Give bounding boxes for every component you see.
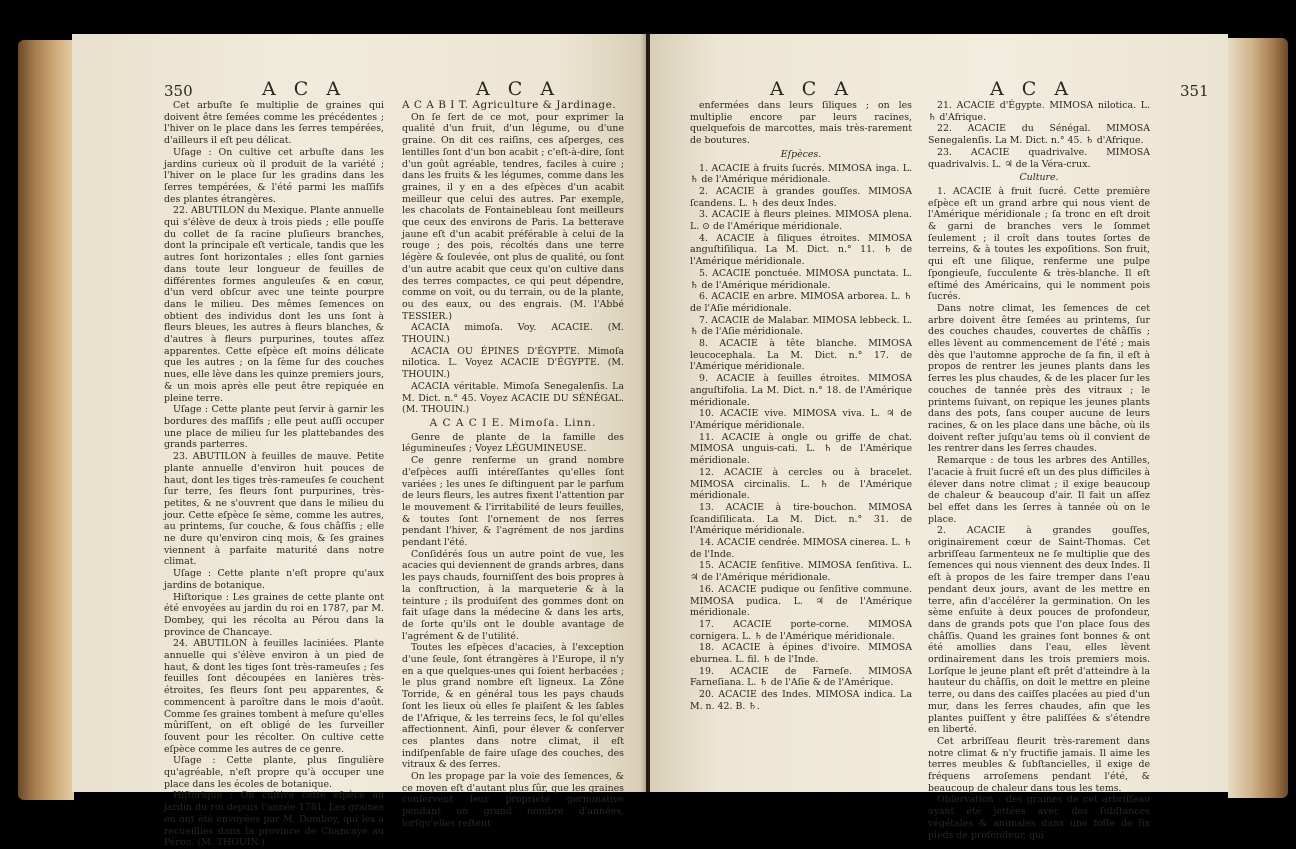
species-entry: 13. ACACIE à tire-bouchon. MIMOSA ſcandiſilicata. La M. Dict. n.° 31. de l'Amérique méridionale. — [690, 501, 912, 537]
paragraph: ACACIA mimoſa. Voy. ACACIE. (M. THOUIN.) — [402, 322, 624, 346]
column-2 — [402, 100, 624, 830]
section-heading: Eſpèces. — [780, 148, 822, 160]
species-entry: 12. ACACIE à cercles ou à bracelet. MIMOSA circinalis. L. ♄ de l'Amérique méridionale. — [690, 466, 912, 502]
paragraph: On les propage par la voie des ſemences, & ce moyen eſt d'autant plus ſûr, que les graines conſervent leur propriété germinative pendant un grand nombre d'années, lorſqu'elles reſtent — [402, 771, 624, 829]
left-page — [72, 34, 646, 849]
column-1 — [164, 100, 384, 849]
paragraph: Uſage : Cette plante, plus ſingulière qu'agréable, n'eſt propre qu'à occuper une place dans les écoles de botanique. — [164, 755, 384, 790]
species-entry: 16. ACACIE pudique ou ſenſitive commune. MIMOSA pudica. L. ♃ de l'Amérique méridionale. — [690, 583, 912, 619]
paragraph: 22. ABUTILON du Mexique. Plante annuelle qui s'élève de deux à trois pieds ; elle pouſſe du collet de ſa racine pluſieurs branches, dont la principale eſt verticale, tandis que les autres ſont horizontales ; elles ſont garnies dans toute leur longueur de feuilles de différentes formes anguleuſes & en cœur, d'un verd obſcur avec une teinte pourpre dans le milieu. Des mêmes ſemences on obtient des individus dont les uns ſont à fleurs bleues, les autres à fleurs blanches, & d'autres à fleurs purpurines, toutes aſſez apparentes. Cette eſpèce eſt moins délicate que les autres ; on la ſème ſur des couches nues, elle lève dans les quinze premiers jours, & un mois après elle peut être repiquée en pleine terre. — [164, 205, 384, 404]
paragraph: Hiſtorique : On cultive cette eſpèce au jardin du roi depuis l'année 1781. Les graines en ont été envoyées par M. Dombey, qui les a recueillies dans la province de Chancaye au Pérou. (M. THOUIN.) — [164, 790, 384, 849]
species-entry: 9. ACACIE à ſeuilles étroites. MIMOSA anguſtifolia. La M. Dict. n.° 18. de l'Amérique méridionale. — [690, 373, 912, 408]
species-entry: 22. ACACIE du Sénégal. MIMOSA Senegalenſis. La M. Dict. n.° 45. ♄ d'Afrique. — [928, 123, 1150, 147]
species-entry: 19. ACACIE de Farneſe. MIMOSA Farneſiana. L. ♄ de l'Aſie & de l'Amérique. — [690, 665, 912, 689]
species-entry: 2. ACACIE à grandes gouſſes. MIMOSA ſcandens. L. ♄ des deux Indes. — [690, 185, 912, 209]
species-entry: 18. ACACIE à épines d'ivoire. MIMOSA eburnea. L. fil. ♄ de l'Inde. — [690, 642, 912, 666]
entry-heading: A C A C I E. Mimoſa. Linn. — [429, 416, 597, 429]
column-3 — [690, 100, 912, 713]
paragraph: On ſe ſert de ce mot, pour exprimer la qualité d'un fruit, d'un légume, ou d'une graine. On dit ces raiſins, ces aſperges, ces lentilles ſont d'un bon acabit ; c'eſt-à-dire, ſont d'un goût agréable, tendres, faciles à cuire ; dans les fruits & les légumes, comme dans les graines, il y en a des eſpèces d'un acabit meilleur que celui des autres. Par exemple, les chacolats de Fontainebleau ſont meilleurs que ceux des environs de Paris. La betterave jaune eſt d'un acabit préférable à celui de la rouge ; des pois, récoltés dans une terre légère & ſoulevée, ont plus de qualité, ou ſont d'un autre acabit que ceux qu'on cultive dans des terres compactes, ce qui peut dépendre, comme on voit, ou du terrain, ou de la plante, ou des eaux, ou des engrais. (M. l'Abbé TESSIER.) — [402, 111, 624, 322]
page-number: 350 — [164, 82, 193, 100]
running-head: A C A — [476, 78, 561, 100]
paragraph: 1. ACACIE à fruit ſucré. Cette première eſpèce eſt un grand arbre qui nous vient de l'Amérique méridionale ; ſa tronc en eſt droit & garni de branches vers le ſommet ſeulement ; il croît dans toutes ſortes de terreins, & à toutes les expoſitions. Son fruit, qui eſt une ſilique, renferme une pulpe ſpongieuſe, ſucculente & très-blanche. Il eſt eſtimé des Américains, qui le nomment pois ſucrés. — [928, 185, 1150, 303]
paragraph: Genre de plante de la famille des légumineuſes ; Voyez LÉGUMINEUSE. — [402, 431, 624, 455]
species-entry: 1. ACACIE à fruits ſucrés. MIMOSA inga. L. ♄ de l'Amérique méridionale. — [690, 162, 912, 186]
running-head: A C A — [990, 78, 1075, 100]
paragraph: ACACIA OU ÉPINES D'ÉGYPTE. Mimoſa nilotica. L. Voyez ACACIE D'ÉGYPTE. (M. THOUIN.) — [402, 345, 624, 381]
paragraph: Uſage : Cette plante peut ſervir à garnir les bordures des maſſifs ; elle peut auſſi occuper une place de milieu ſur les plattebandes des grands parterres. — [164, 404, 384, 451]
paragraph: Cet arbriſſeau fleurit très-rarement dans notre climat & n'y fructifie jamais. Il aime les terres meubles & ſubſtancielles, il exige de fréquens arroſemens pendant l'été, & beaucoup de chaleur dans tous les tems. — [928, 735, 1150, 794]
paragraph: 23. ABUTILON à feuilles de mauve. Petite plante annuelle d'environ huit pouces de haut, dont les tiges très-rameuſes ſe couchent ſur terre, ſes fleurs ſont purpurines, très-petites, & ne s'ouvrent que dans le milieu du jour. Cette eſpèce ſe sème, comme les autres, au printems, ſur couche, & ſous châſſis ; elle ne dure qu'environ cinq mois, & ſes graines viennent à parfaite maturité dans notre climat. — [164, 451, 384, 568]
species-entry: 23. ACACIE quadrivalve. MIMOSA quadrivalvis. L. ♃ de la Véra-crux. — [928, 146, 1150, 170]
left-page-edges — [18, 40, 74, 800]
paragraph: Ce genre renferme un grand nombre d'eſpèces auſſi intéreſſantes qu'elles ſont variées ; les unes ſe diſtinguent par le parfum de leurs fleurs, les autres fixent l'attention par le mouvement & l'irritabilité de leurs feuilles, & toutes ſont l'ornement de nos ſerres pendant l'hiver, & l'agrément de nos jardins pendant l'été. — [402, 455, 624, 549]
paragraph: Conſidérés ſous un autre point de vue, les acacies qui deviennent de grands arbres, dans les pays chauds, fourniſſent des bois propres à la conſtruction, à la marqueterie & à la teinture ; ils produiſent des gommes dont on fait uſage dans la médecine & dans les arts, de ſorte qu'ils ont le double avantage de l'agrément & de l'utilité. — [402, 548, 624, 642]
paragraph: Remarque : de tous les arbres des Antilles, l'acacie à fruit ſucré eſt un des plus difficiles à élever dans notre climat ; il exige beaucoup de chaleur & beaucoup d'air. Il fait un aſſez bel effet dans les ſerres à tannée où on le place. — [928, 455, 1150, 525]
paragraph: Toutes les eſpèces d'acacies, à l'exception d'une ſeule, ſont étrangères à l'Europe, il n'y en a que quelques-unes qui ſoient herbacées ; le plus grand nombre eſt ligneux. La Zône Torride, & en général tous les pays chauds ſont les lieux où elles ſe plaiſent & les ſables de l'Afrique, & les terreins ſecs, le ſol qu'elles affectionnent. Ainſi, pour élever & conſerver ces plantes dans notre climat, il eſt indiſpenſable de faire uſage des couches, des vitraux & des ſerres. — [402, 642, 624, 771]
right-page — [650, 34, 1228, 841]
species-entry: 20. ACACIE des Indes. MIMOSA indica. La M. n. 42. B. ♄. — [690, 689, 912, 712]
species-entry: 17. ACACIE porte-corne. MIMOSA cornigera. L. ♄ de l'Amérique méridionale. — [690, 618, 912, 642]
paragraph: ACACIA véritable. Mimoſa Senegalenſis. La M. Dict. n.° 45. Voyez ACACIE DU SÉNÉGAL. (M. THOUIN.) — [402, 380, 624, 416]
column-4 — [928, 100, 1150, 841]
paragraph: enfermées dans leurs ſiliques ; on les multiplie encore par leurs racines, quelquefois de marcottes, mais très-rarement de boutures. — [690, 100, 912, 147]
species-entry: 8. ACACIE à tête blanche. MIMOSA leucocephala. La M. Dict. n.° 17. de l'Amérique méridionale. — [690, 338, 912, 373]
paragraph: Obſervation : des graines de cet arbriſſeau ayant été jettées avec des ſubſtances végétales & animales dans une foſſe de ſix pieds de profondeur, qui — [928, 794, 1150, 841]
running-head: A C A — [770, 78, 855, 100]
right-page-edges — [1228, 38, 1288, 798]
species-entry: 3. ACACIE à fleurs pleines. MIMOSA plena. L. ⊙ de l'Amérique méridionale. — [690, 209, 912, 233]
species-entry: 10. ACACIE vive. MIMOSA viva. L. ♃ de l'Amérique méridionale. — [690, 408, 912, 431]
entry-title: A C A B I T. Agriculture & Jardinage. — [402, 99, 617, 111]
paragraph: Uſage : On cultive cet arbuſte dans les jardins curieux où il produit de la variété ; l'hiver on le place ſur les gradins dans les ſerres tempérées, & l'été parmi les maſſifs des plantes étrangères. — [164, 146, 384, 205]
species-entry: 4. ACACIE à ſiliques étroites. MIMOSA anguſtiſiliqua. La M. Dict. n.° 11. ♄ de l'Amérique méridionale. — [690, 232, 912, 268]
page-number: 351 — [1180, 82, 1209, 100]
species-entry: 11. ACACIE à ongle ou griffe de chat. MIMOSA unguis-cati. L. ♄ de l'Amérique méridionale. — [690, 431, 912, 467]
paragraph: Cet arbuſte ſe multiplie de graines qui doivent être ſemées comme les précédentes ; l'hiver on le place dans les ſerres tempérées, d'ailleurs il eſt peu délicat. — [164, 100, 384, 147]
species-entry: 21. ACACIE d'Égypte. MIMOSA nilotica. L. ♄ d'Afrique. — [928, 100, 1150, 123]
paragraph: Dans notre climat, les ſemences de cet arbre doivent être ſemées au printems, ſur des couches chaudes, couvertes de châſſis ; elles lèvent au commencement de l'été ; mais dès que l'automne approche de ſa fin, il eſt à propos de rentrer les jeunes plants dans les ſerres les plus chaudes, & de les placer ſur les couches de tannée près des vitraux ; le printems ſuivant, on repique les jeunes plants dans des pots, ſans couper aucune de leurs racines, & on les place dans une bâche, où ils doivent reſter juſqu'au tems où il convient de les rentrer dans les ſerres chaudes. — [928, 302, 1150, 455]
species-entry: 7. ACACIE de Malabar. MIMOSA lebbeck. L. ♄ de l'Aſie méridionale. — [690, 314, 912, 338]
running-head: A C A — [262, 78, 347, 100]
paragraph: 2. ACACIE à grandes gouſſes, originairement cœur de Saint-Thomas. Cet arbriſſeau ſarmenteux ne ſe multiplie que des ſemences qui nous viennent des deux Indes. Il eſt à propos de les faire tremper dans l'eau pendant deux jours, avant de les mettre en terre, afin d'accélérer la germination. On les sème enſuite à deux pouces de profondeur, dans de grands pots que l'on place ſous des châſſis. Quand les graines ſont bonnes & ont été amollies dans l'eau, elles lèvent ordinairement dans les trois premiers mois. Lorſque le jeune plant eſt prêt d'atteindre à la hauteur du châſſis, on doit le mettre en pleine terre, ou dans des caiſſes placées au pied d'un mur, dans les ſerres chaudes, afin que les plantes puiſſent y être paliſſées & s'étendre en liberté. — [928, 525, 1150, 736]
species-entry: 6. ACACIE en arbre. MIMOSA arborea. L. ♄ de l'Aſie méridionale. — [690, 291, 912, 314]
section-heading: Culture. — [1019, 172, 1059, 184]
paragraph: Hiſtorique : Les graines de cette plante ont été envoyées au jardin du roi en 1787, par M. Dombey, qui les récolta au Pérou dans la province de Chancaye. — [164, 591, 384, 638]
paragraph: 24. ABUTILON à feuilles laciniées. Plante annuelle qui s'élève environ à un pied de haut, & dont les tiges ſont très-rameuſes ; ſes feuilles ſont découpées en lanières très-étroites, ſes fleurs ſont peu apparentes, & commencent à paroître dans le mois d'août. Comme ſes graines tombent à meſure qu'elles mûriſſent, on eſt obligé de les ſurveiller ſouvent pour les récolter. On cultive cette eſpèce comme les autres de ce genre. — [164, 638, 384, 755]
species-entry: 14. ACACIE cendrée. MIMOSA cinerea. L. ♄ de l'Inde. — [690, 537, 912, 560]
species-entry: 15. ACACIE ſenſitive. MIMOSA ſenſitiva. L. ♃ de l'Amérique méridionale. — [690, 560, 912, 584]
species-entry: 5. ACACIE ponctuée. MIMOSA punctata. L. ♄ de l'Amérique méridionale. — [690, 267, 912, 291]
paragraph: Uſage : Cette plante n'eſt propre qu'aux jardins de botanique. — [164, 568, 384, 591]
